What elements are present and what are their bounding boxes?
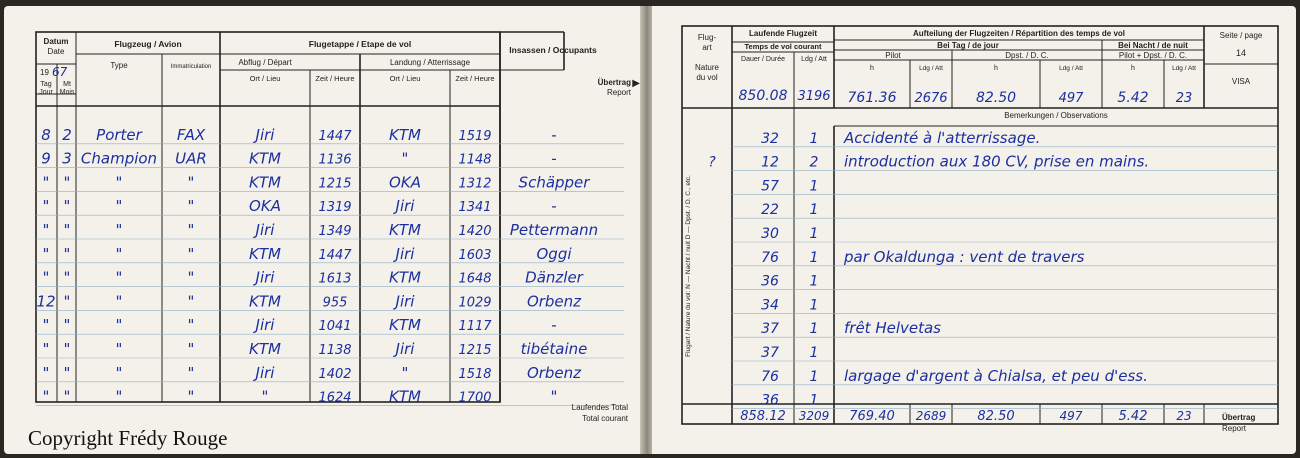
cell-immat: FAX: [176, 125, 206, 144]
cell-arr-place: KTM: [389, 221, 421, 239]
cell-dep-place: ": [261, 387, 269, 406]
cell-dep-place: KTM: [249, 340, 281, 358]
cell-type: Porter: [96, 125, 142, 144]
cell-immat: ": [187, 244, 195, 263]
cell-month: ": [63, 363, 71, 382]
logbook-row: [43, 364, 583, 382]
bei-nacht-header: Bei Nacht / de nuit: [1118, 41, 1188, 50]
cell-landings: 2: [809, 154, 819, 171]
left-logbook-page: [4, 6, 642, 454]
logbook-row: [41, 150, 556, 168]
total-duration: 858.12: [740, 409, 786, 424]
cell-immat: ": [187, 173, 195, 192]
laufendes-total-label: Laufendes Total: [571, 403, 628, 412]
cell-landings: 1: [809, 321, 819, 338]
bemerkungen-header: Bemerkungen / Observations: [1004, 111, 1108, 120]
cell-arr-place: ": [401, 149, 409, 168]
logbook-row: [43, 197, 557, 215]
right-logbook-page: [652, 6, 1296, 454]
cell-arr-time: 1420: [458, 224, 492, 239]
cell-occupants: Schäpper: [518, 173, 590, 192]
cell-month: ": [63, 340, 71, 358]
cell-dep-place: Jiri: [255, 316, 275, 335]
logbook-row: [43, 388, 558, 406]
cell-immat: UAR: [175, 149, 207, 168]
carried-night-h: 5.42: [1117, 90, 1149, 106]
cell-occupants: -: [551, 125, 557, 144]
cell-duration: 37: [761, 345, 779, 361]
report-bottom: Report: [1222, 424, 1247, 433]
cell-type: ": [115, 173, 123, 192]
cell-arr-place: KTM: [389, 268, 421, 287]
flight-time-row: [761, 367, 1148, 385]
carried-night-ldg: 23: [1175, 91, 1193, 106]
mt-header: Mt: [63, 81, 71, 88]
cell-dep-place: KTM: [249, 173, 281, 192]
flugetappe-header: Flugetappe / Etape de vol: [308, 39, 412, 49]
total-landings: 3209: [798, 409, 830, 423]
cell-remark: par Okaldunga : vent de travers: [844, 247, 1085, 266]
cell-type: ": [115, 387, 123, 406]
cell-duration: 36: [761, 273, 779, 290]
datum-header: Datum: [43, 37, 69, 46]
cell-day: ": [42, 316, 50, 335]
cell-month: ": [63, 292, 71, 311]
cell-day: ": [42, 221, 50, 239]
cell-duration: 36: [761, 392, 779, 409]
cell-immat: ": [187, 268, 195, 287]
cell-month: 3: [62, 149, 72, 168]
date-header: Date: [47, 47, 65, 56]
cell-duration: 76: [761, 249, 779, 266]
cell-type: ": [115, 340, 123, 358]
cell-immat: ": [187, 387, 195, 406]
cell-duration: 12: [761, 154, 779, 171]
carried-day-pilot-h: 761.36: [847, 90, 897, 106]
cell-occupants: -: [551, 197, 557, 216]
cell-occupants: ": [550, 387, 558, 406]
cell-arr-time: 1603: [458, 247, 492, 263]
cell-remark: introduction aux 180 CV, prise en mains.: [844, 152, 1150, 171]
right-page-table: [652, 6, 1296, 454]
logbook-row: [43, 221, 599, 239]
cell-arr-time: 1215: [458, 343, 492, 358]
cell-duration: 32: [761, 130, 779, 147]
cell-landings: 1: [809, 368, 819, 385]
temps-courant-header: Temps de vol courant: [744, 42, 822, 51]
bei-tag-header: Bei Tag / de jour: [937, 41, 999, 50]
cell-arr-time: 1148: [458, 152, 492, 168]
cell-arr-time: 1518: [458, 366, 492, 382]
art-header: art: [702, 43, 712, 52]
cell-day: 12: [36, 292, 56, 311]
logbook-row: [43, 173, 591, 191]
cell-duration: 57: [761, 178, 779, 195]
cell-landings: 1: [809, 226, 819, 242]
cell-dep-time: 1319: [318, 200, 352, 216]
flugzeug-header: Flugzeug / Avion: [114, 39, 182, 49]
cell-type: ": [115, 221, 123, 239]
year-suffix: 67: [52, 65, 68, 79]
cell-day: ": [42, 363, 50, 382]
cell-type: ": [115, 268, 123, 287]
cell-immat: ": [187, 363, 195, 382]
cell-day: ": [42, 268, 50, 287]
cell-dep-time: 1447: [318, 247, 352, 263]
report-label: Report: [606, 88, 631, 97]
nature-side-label: Flugart / Nature du vol: N — Nacht / nuit D — Dpst. / D. C., etc.: [685, 175, 692, 357]
cell-arr-place: Jiri: [395, 292, 415, 311]
cell-dep-time: 1402: [318, 366, 352, 382]
logbook-row: [43, 245, 573, 263]
laufende-flugzeit-header: Laufende Flugzeit: [749, 29, 817, 38]
cell-arr-time: 1117: [458, 319, 492, 335]
logbook-row: [43, 316, 557, 334]
ldg-day-dpst: Ldg / Att: [1059, 65, 1083, 72]
page-number: 14: [1235, 48, 1247, 58]
mois-header: Mois: [59, 89, 75, 96]
cell-dep-place: KTM: [249, 244, 281, 263]
cell-immat: ": [187, 197, 195, 216]
flight-time-row: [761, 319, 941, 337]
cell-duration: 30: [761, 226, 779, 242]
cell-day: 8: [41, 125, 51, 144]
carried-duration: 850.08: [738, 88, 788, 104]
cell-dep-time: 1138: [318, 343, 352, 358]
flight-time-row: [761, 274, 818, 290]
cell-dep-place: Jiri: [255, 221, 275, 239]
cell-dep-time: 1624: [318, 390, 352, 406]
cell-month: ": [63, 268, 71, 287]
cell-immat: ": [187, 340, 195, 358]
cell-occupants: Dänzler: [525, 268, 583, 287]
ldg-day-pilot: Ldg / Att: [919, 65, 943, 72]
total-day-dpst-h: 82.50: [977, 409, 1015, 424]
carried-day-pilot-ldg: 2676: [914, 91, 948, 106]
cell-dep-place: Jiri: [255, 125, 275, 144]
cell-day: ": [42, 340, 50, 358]
type-header: Type: [110, 61, 128, 70]
cell-occupants: Orbenz: [526, 363, 582, 382]
cell-landings: 1: [809, 273, 819, 290]
cell-type: Champion: [80, 149, 158, 168]
cell-arr-place: OKA: [389, 173, 421, 192]
cell-landings: 1: [809, 345, 819, 361]
cell-arr-place: KTM: [389, 316, 421, 335]
cell-arr-time: 1519: [458, 128, 492, 144]
cell-dep-place: OKA: [249, 197, 281, 216]
insassen-header: Insassen / Occupants: [509, 45, 597, 55]
nature-header: Nature: [694, 63, 720, 72]
flight-time-row: [761, 129, 1040, 147]
cell-dep-time: 1215: [318, 176, 352, 192]
cell-duration: 22: [761, 202, 779, 219]
cell-occupants: Orbenz: [526, 292, 582, 311]
flight-time-row: [761, 248, 1085, 266]
h-day-dpst: h: [994, 65, 998, 72]
total-courant-label: Total courant: [582, 414, 628, 423]
cell-arr-place: ": [401, 363, 409, 382]
cell-duration: 76: [761, 368, 779, 385]
cell-day: ": [42, 197, 50, 216]
year-prefix: 19: [40, 68, 49, 77]
cell-arr-place: KTM: [389, 125, 421, 144]
cell-landings: 1: [809, 297, 819, 314]
flugart-header: Flug-: [697, 33, 717, 42]
cell-arr-time: 1029: [458, 295, 492, 311]
cell-type: ": [115, 197, 123, 216]
total-night-h: 5.42: [1118, 409, 1148, 424]
cell-month: ": [63, 197, 71, 216]
cell-month: ": [63, 173, 71, 192]
cell-dep-time: 1613: [318, 271, 352, 287]
carried-landings: 3196: [797, 89, 831, 104]
cell-arr-time: 1648: [458, 271, 492, 287]
cell-landings: 1: [809, 130, 819, 147]
cell-dep-place: Jiri: [255, 268, 275, 287]
ldg-att-header: Ldg / Att: [801, 56, 827, 63]
cell-occupants: -: [551, 149, 557, 168]
copyright-notice: Copyright Frédy Rouge: [28, 426, 228, 450]
report-arrow: ▶: [632, 78, 640, 89]
cell-type: ": [115, 316, 123, 335]
cell-dep-place: KTM: [249, 149, 281, 168]
jour-header: Jour: [39, 89, 53, 96]
cell-day: ": [42, 173, 50, 192]
cell-immat: ": [187, 316, 195, 335]
flight-time-row: [708, 153, 1149, 171]
cell-landings: 1: [809, 202, 819, 219]
cell-day: 9: [41, 149, 51, 168]
seite-header: Seite / page: [1219, 31, 1263, 40]
cell-dep-time: 955: [322, 295, 348, 311]
logbook-row: [43, 340, 588, 358]
cell-occupants: Oggi: [536, 244, 572, 263]
cell-arr-time: 1312: [458, 176, 492, 192]
ort-arr-header: Ort / Lieu: [389, 74, 421, 83]
cell-month: 2: [62, 125, 72, 144]
cell-month: ": [63, 244, 71, 263]
flight-time-row: [761, 202, 818, 218]
dauer-header: Dauer / Durée: [741, 56, 785, 63]
cell-duration: 34: [761, 297, 779, 314]
cell-remark: Accidenté à l'atterrissage.: [844, 128, 1041, 147]
carried-day-dpst-h: 82.50: [975, 90, 1017, 106]
carried-day-dpst-ldg: 497: [1058, 91, 1084, 106]
cell-arr-place: Jiri: [395, 244, 415, 263]
cell-dep-place: Jiri: [255, 363, 275, 382]
ldg-night: Ldg / Att: [1172, 65, 1196, 72]
ort-dep-header: Ort / Lieu: [249, 74, 281, 83]
du-vol-header: du vol: [696, 73, 718, 82]
cell-type: ": [115, 363, 123, 382]
cell-immat: ": [187, 221, 195, 239]
uebertrag-label: Übertrag: [597, 78, 631, 87]
cell-arr-place: Jiri: [395, 340, 415, 358]
uebertrag-bottom: Übertrag: [1222, 413, 1256, 422]
total-night-ldg: 23: [1176, 409, 1192, 423]
total-day-pilot-ldg: 2689: [915, 409, 947, 423]
tag-header: Tag: [40, 81, 52, 88]
immatriculation-header: Immatriculation: [170, 64, 212, 70]
cell-day: ": [42, 244, 50, 263]
total-day-pilot-h: 769.40: [849, 409, 895, 424]
zeit-dep-header: Zeit / Heure: [315, 74, 355, 83]
cell-month: ": [63, 316, 71, 335]
logbook-row: [41, 126, 556, 144]
cell-type: ": [115, 292, 123, 311]
flight-time-row: [761, 393, 818, 409]
flight-time-row: [761, 297, 818, 313]
cell-nature: ?: [708, 154, 716, 171]
logbook-row: [43, 269, 584, 287]
landung-header: Landung / Atterrissage: [389, 58, 471, 67]
visa-label: VISA: [1231, 77, 1251, 86]
cell-arr-place: Jiri: [395, 197, 415, 216]
cell-remark: frêt Helvetas: [844, 319, 941, 338]
cell-month: ": [63, 387, 71, 406]
cell-immat: ": [187, 292, 195, 311]
abflug-header: Abflug / Départ: [238, 58, 292, 67]
cell-dep-time: 1447: [318, 128, 352, 144]
cell-dep-time: 1349: [318, 224, 352, 239]
cell-remark: largage d'argent à Chialsa, et peu d'ess.: [844, 366, 1148, 385]
zeit-arr-header: Zeit / Heure: [455, 74, 495, 83]
cell-occupants: tibétaine: [520, 340, 588, 358]
aufteilung-header: Aufteilung der Flugzeiten / Répartition des temps de vol: [912, 29, 1126, 38]
dpst-header: Dpst. / D. C.: [1005, 51, 1049, 60]
cell-landings: 1: [809, 249, 819, 266]
flight-time-row: [761, 178, 818, 194]
cell-arr-time: 1341: [458, 200, 492, 216]
cell-duration: 37: [761, 321, 779, 338]
cell-occupants: -: [551, 316, 557, 335]
total-day-dpst-ldg: 497: [1059, 409, 1083, 423]
cell-day: ": [42, 387, 50, 406]
cell-arr-place: KTM: [389, 387, 421, 406]
cell-occupants: Pettermann: [509, 221, 599, 239]
cell-dep-place: KTM: [249, 292, 281, 311]
h-day-pilot: h: [870, 65, 874, 72]
pilot-dpst-header: Pilot + Dpst. / D. C.: [1118, 51, 1188, 60]
flight-time-row: [761, 226, 818, 242]
cell-type: ": [115, 244, 123, 263]
pilot-header: Pilot: [885, 51, 901, 60]
cell-dep-time: 1136: [318, 152, 352, 168]
cell-month: ": [63, 221, 71, 239]
h-night: h: [1131, 65, 1135, 72]
cell-landings: 1: [809, 392, 819, 409]
flight-time-row: [761, 345, 818, 361]
left-page-table: [4, 6, 642, 454]
cell-arr-time: 1700: [458, 390, 492, 406]
cell-dep-time: 1041: [318, 319, 352, 335]
cell-landings: 1: [809, 178, 819, 195]
